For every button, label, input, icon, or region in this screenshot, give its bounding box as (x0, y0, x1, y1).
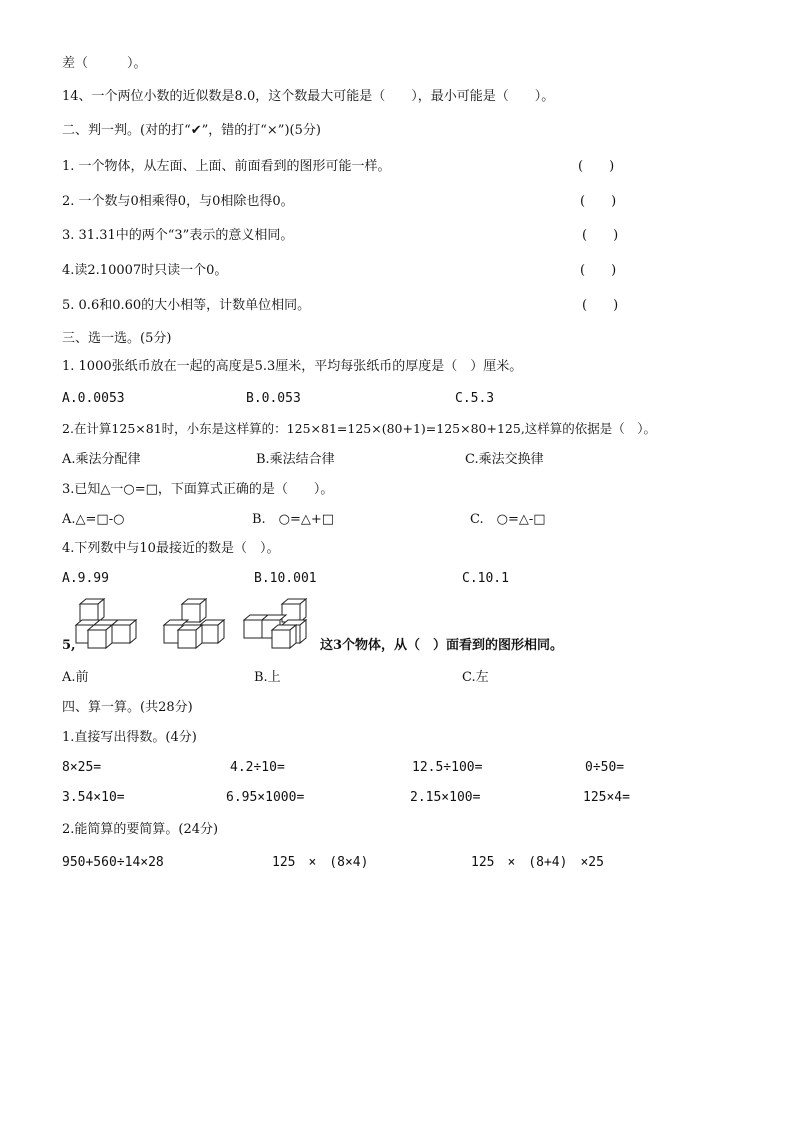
choice-1: 1. 1000张纸币放在一起的高度是5.3厘米，平均每张纸币的厚度是（ ）厘米。 (62, 359, 523, 374)
section-2-title: 二、判一判。(对的打“✔”，错的打“×”)(5分) (62, 123, 321, 138)
question-13-tail: 差（ ）。 (62, 56, 147, 71)
choice-3-option-c[interactable]: C. ○=△-□ (470, 512, 546, 527)
oral-calc-4: 0÷50= (585, 760, 625, 775)
cube-figure-2-icon (160, 598, 232, 650)
oral-calc-1: 8×25= (62, 760, 102, 775)
section-4-title: 四、算一算。(共28分) (62, 700, 193, 715)
choice-1-option-a[interactable]: A.0.0053 (62, 391, 125, 406)
choice-4: 4.下列数中与10最接近的数是（ ）。 (62, 541, 280, 556)
question-14: 14、一个两位小数的近似数是8.0，这个数最大可能是（ ），最小可能是（ ）。 (62, 89, 555, 104)
judge-2: 2. 一个数与0相乘得0，与0相除也得0。 (62, 194, 294, 209)
oral-calc-title: 1.直接写出得数。(4分) (62, 730, 197, 745)
choice-3-option-b[interactable]: B. ○=△+□ (252, 512, 335, 527)
choice-5-option-b[interactable]: B.上 (254, 670, 281, 685)
oral-calc-8: 125×4= (583, 790, 630, 805)
simplify-3: 125 × (8+4) ×25 (471, 855, 604, 870)
choice-3: 3.已知△一○=□，下面算式正确的是（ ）。 (62, 482, 334, 497)
choice-2-option-a[interactable]: A.乘法分配律 (62, 452, 141, 467)
judge-4: 4.读2.10007时只读一个0。 (62, 263, 228, 278)
simplify-1: 950+560÷14×28 (62, 855, 164, 870)
oral-calc-6: 6.95×1000= (226, 790, 305, 805)
oral-calc-5: 3.54×10= (62, 790, 125, 805)
choice-5-option-c[interactable]: C.左 (462, 670, 489, 685)
choice-4-option-c[interactable]: C.10.1 (462, 571, 509, 586)
judge-3: 3. 31.31中的两个“3”表示的意义相同。 (62, 228, 294, 243)
oral-calc-2: 4.2÷10= (230, 760, 285, 775)
oral-calc-3: 12.5÷100= (412, 760, 483, 775)
choice-2: 2.在计算125×81时，小东是这样算的：125×81=125×(80+1)=125×80+125,这样算的依据是（ ）。 (62, 421, 657, 436)
choice-5-option-a[interactable]: A.前 (62, 670, 89, 685)
choice-4-option-b[interactable]: B.10.001 (254, 571, 317, 586)
choice-5: 这3个物体，从（ ）面看到的图形相同。 (320, 638, 564, 653)
choice-4-option-a[interactable]: A.9.99 (62, 571, 109, 586)
oral-calc-7: 2.15×100= (410, 790, 481, 805)
choice-5-number: 5, (62, 638, 76, 653)
judge-5-bracket[interactable]: ( ) (582, 298, 619, 313)
simplify-title: 2.能简算的要简算。(24分) (62, 822, 219, 837)
judge-4-bracket[interactable]: ( ) (580, 263, 617, 278)
judge-1-bracket[interactable]: ( ) (578, 159, 615, 174)
judge-1: 1. 一个物体，从左面、上面、前面看到的图形可能一样。 (62, 159, 391, 174)
judge-2-bracket[interactable]: ( ) (580, 194, 617, 209)
choice-2-option-c[interactable]: C.乘法交换律 (465, 452, 544, 467)
cube-figure-1-icon (74, 598, 148, 650)
choice-2-option-b[interactable]: B.乘法结合律 (256, 452, 335, 467)
choice-1-option-c[interactable]: C.5.3 (455, 391, 495, 406)
choice-3-option-a[interactable]: A.△=□-○ (62, 512, 125, 527)
judge-5: 5. 0.6和0.60的大小相等，计数单位相同。 (62, 298, 311, 313)
judge-3-bracket[interactable]: ( ) (582, 228, 619, 243)
choice-1-option-b[interactable]: B.0.053 (246, 391, 301, 406)
simplify-2: 125 × (8×4) (272, 855, 369, 870)
section-3-title: 三、选一选。(5分) (62, 331, 172, 346)
cube-figure-3-icon (242, 598, 316, 650)
